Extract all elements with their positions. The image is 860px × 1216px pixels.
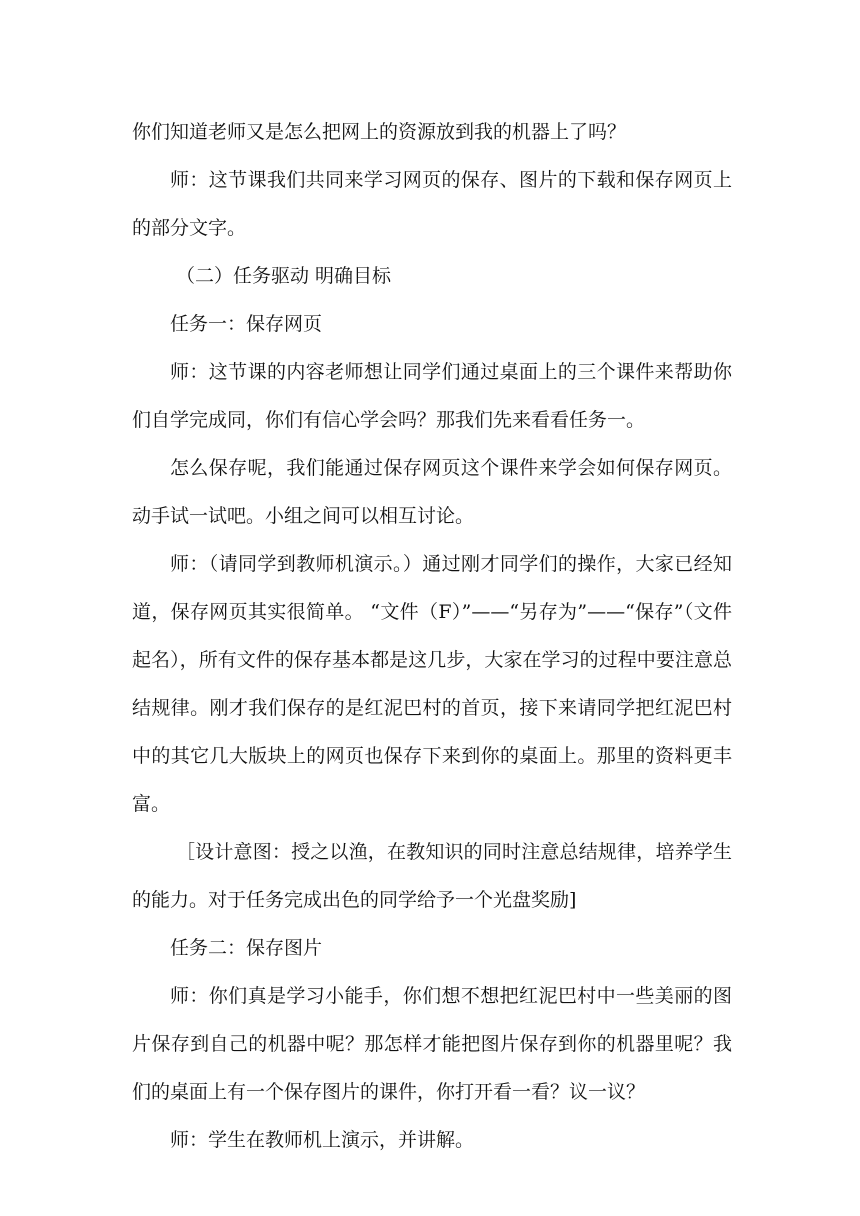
paragraph-courseware-intro: 师：这节课的内容老师想让同学们通过桌面上的三个课件来帮助你们自学完成同，你们有信心学会吗？那我们先来看看任务一。 bbox=[132, 361, 732, 431]
paragraph-continuation: 你们知道老师又是怎么把网上的资源放到我的机器上了吗？ bbox=[132, 121, 627, 143]
paragraph-design-intent: ［设计意图：授之以渔，在教知识的同时注意总结规律，培养学生的能力。对于任务完成出色的同学给予一个光盘奖励] bbox=[132, 841, 732, 911]
paragraph-lesson-intro: 师：这节课我们共同来学习网页的保存、图片的下载和保存网页上的部分文字。 bbox=[132, 169, 732, 239]
document-body bbox=[132, 108, 732, 1164]
paragraph-demo-save-steps: 师：（请同学到教师机演示。）通过刚才同学们的操作，大家已经知道，保存网页其实很简单。 “文件（F）”——“另存为”——“保存”（文件起名），所有文件的保存基本都是这几步，大家在学习的过程中要注意总结规律。刚才我们保存的是红泥巴村的首页，接下来请同学把红泥巴村中的其它几大版块上的网页也保存下来到你的桌面上。那里的资料更丰富。 bbox=[132, 553, 732, 815]
task-one-heading: 任务一：保存网页 bbox=[170, 313, 323, 335]
paragraph-save-images: 师：你们真是学习小能手，你们想不想把红泥巴村中一些美丽的图片保存到自己的机器中呢？那怎样才能把图片保存到你的机器里呢？我们的桌面上有一个保存图片的课件，你打开看一看？议一议？ bbox=[132, 985, 732, 1103]
section-heading-task-driven: （二）任务驱动 明确目标 bbox=[176, 265, 392, 287]
paragraph-how-to-save: 怎么保存呢，我们能通过保存网页这个课件来学会如何保存网页。动手试一试吧。小组之间可以相互讨论。 bbox=[132, 457, 732, 527]
task-two-heading: 任务二：保存图片 bbox=[170, 937, 323, 959]
paragraph-student-demo: 师：学生在教师机上演示，并讲解。 bbox=[170, 1129, 475, 1151]
